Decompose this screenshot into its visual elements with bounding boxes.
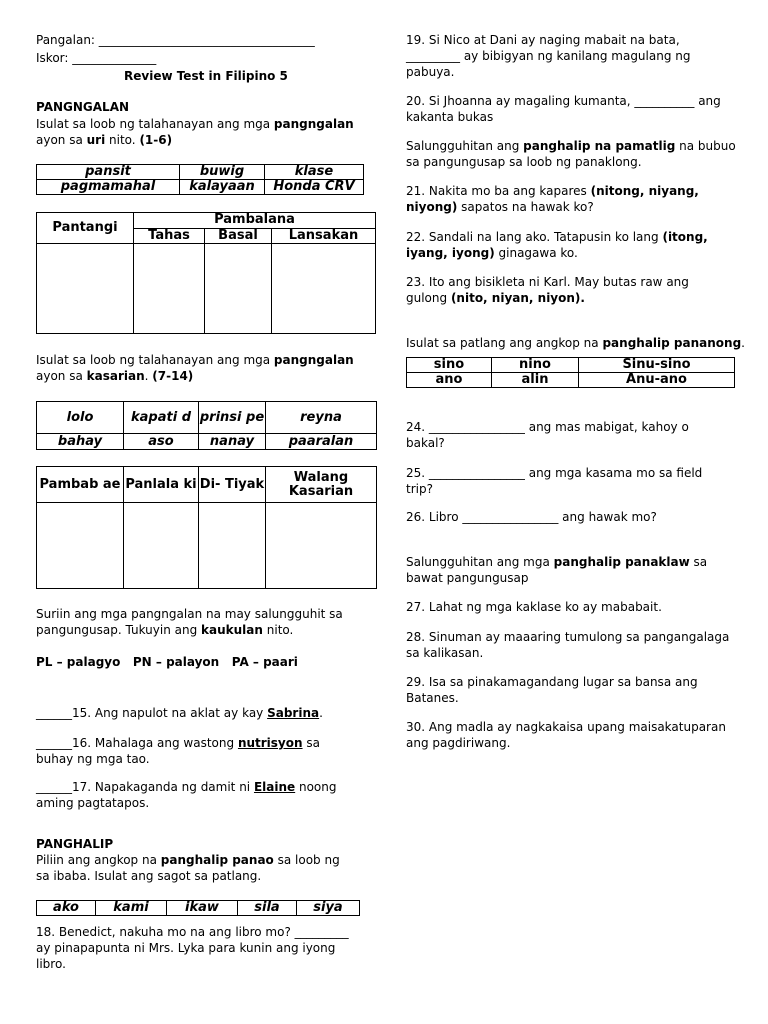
word: ikaw — [167, 901, 238, 916]
instruction-kasarian: Isulat sa loob ng talahanayan ang mga pangngalan ayon sa kasarian. (7-14) — [36, 353, 354, 383]
word: aso — [124, 434, 199, 450]
question-23[interactable]: 23. Ito ang bisikleta ni Karl. May butas raw ang gulong (nito, niyan, niyon). — [406, 275, 689, 305]
word: paaralan — [266, 434, 377, 450]
name-label: Pangalan: — [36, 33, 95, 47]
word: Honda CRV — [265, 180, 364, 195]
word: lolo — [37, 402, 124, 434]
word: nino — [492, 358, 579, 373]
question-19[interactable]: 19. Si Nico at Dani ay naging mabait na bata, _________ ay bibigyan ng kanilang magulang ng pabuya. — [406, 33, 691, 79]
instruction-uri: Isulat sa loob ng talahanayan ang mga pangngalan ayon sa uri nito. (1-6) — [36, 117, 354, 147]
word: nanay — [199, 434, 266, 450]
question-16[interactable]: ______16. Mahalaga ang wastong nutrisyon sa buhay ng mga tao. — [36, 736, 320, 766]
word: siya — [297, 901, 360, 916]
answer-cell[interactable] — [124, 503, 199, 589]
word-box-kasarian — [36, 401, 377, 450]
word: kami — [96, 901, 167, 916]
word-box-pananong — [406, 357, 735, 388]
instruction-kaukulan: Suriin ang mga pangngalan na may salungguhit sa pangungusap. Tukuyin ang kaukulan nito. — [36, 607, 343, 637]
answer-cell[interactable] — [37, 244, 134, 334]
header-di-tiyak: Di- Tiyak — [199, 467, 266, 503]
answer-cell[interactable] — [134, 244, 205, 334]
instruction-pananong: Isulat sa patlang ang angkop na panghalip pananong. — [406, 336, 745, 350]
answer-cell[interactable] — [205, 244, 272, 334]
word: pansit — [37, 165, 180, 180]
table-uri — [36, 212, 376, 334]
question-20[interactable]: 20. Si Jhoanna ay magaling kumanta, __________ ang kakanta bukas — [406, 94, 721, 124]
word: reyna — [266, 402, 377, 434]
answer-cell[interactable] — [266, 503, 377, 589]
pangngalan-heading: PANGNGALAN — [36, 100, 130, 114]
answer-cell[interactable] — [199, 503, 266, 589]
question-24[interactable]: 24. ________________ ang mas mabigat, kahoy o bakal? — [406, 420, 689, 450]
word: ako — [37, 901, 96, 916]
page-title: Review Test in Filipino 5 — [124, 69, 288, 83]
question-30: 30. Ang madla ay nagkakaisa upang maisakatuparan ang pagdiriwang. — [406, 720, 726, 750]
header-walang-kasarian: Walang Kasarian — [266, 467, 377, 503]
header-lansakan: Lansakan — [272, 228, 376, 244]
word: pagmamahal — [37, 180, 180, 195]
word: sino — [407, 358, 492, 373]
panghalip-heading: PANGHALIP — [36, 837, 114, 851]
header-pambalana: Pambalana — [134, 213, 376, 229]
instruction-panao: Piliin ang angkop na panghalip panao sa loob ng sa ibaba. Isulat ang sagot sa patlang. — [36, 853, 340, 883]
question-17[interactable]: ______17. Napakaganda ng damit ni Elaine noong aming pagtatapos. — [36, 780, 337, 810]
answer-cell[interactable] — [272, 244, 376, 334]
header-panlalaki: Panlala ki — [124, 467, 199, 503]
score-line[interactable] — [36, 50, 156, 66]
question-29: 29. Isa sa pinakamagandang lugar sa bansa ang Batanes. — [406, 675, 698, 705]
word: buwig — [180, 165, 265, 180]
question-26[interactable]: 26. Libro ________________ ang hawak mo? — [406, 510, 657, 524]
kaukulan-legend: PL – palagyo PN – palayon PA – paari — [36, 655, 298, 669]
word: ano — [407, 373, 492, 388]
word: Anu-ano — [579, 373, 735, 388]
name-line[interactable] — [36, 32, 315, 48]
score-label: Iskor: — [36, 51, 69, 65]
word: kalayaan — [180, 180, 265, 195]
table-kasarian — [36, 466, 377, 589]
word: bahay — [37, 434, 124, 450]
question-18[interactable]: 18. Benedict, nakuha mo na ang libro mo? _________ ay pinapapunta ni Mrs. Lyka para kunin ang iyong libro. — [36, 925, 349, 971]
header-pambabae: Pambab ae — [37, 467, 124, 503]
word-box-uri — [36, 164, 364, 195]
score-blank: ______________ — [72, 51, 157, 65]
question-15[interactable]: ______15. Ang napulot na aklat ay kay Sabrina. — [36, 706, 323, 720]
word: Sinu-sino — [579, 358, 735, 373]
answer-cell[interactable] — [37, 503, 124, 589]
question-28: 28. Sinuman ay maaaring tumulong sa pangangalaga sa kalikasan. — [406, 630, 730, 660]
word: kapati d — [124, 402, 199, 434]
header-tahas: Tahas — [134, 228, 205, 244]
word: sila — [238, 901, 297, 916]
question-21[interactable]: 21. Nakita mo ba ang kapares (nitong, niyang, niyong) sapatos na hawak ko? — [406, 184, 699, 214]
word: prinsi pe — [199, 402, 266, 434]
word-box-panao — [36, 900, 360, 916]
name-blank: ____________________________________ — [98, 33, 315, 47]
word: alin — [492, 373, 579, 388]
question-25[interactable]: 25. ________________ ang mga kasama mo sa field trip? — [406, 466, 703, 496]
header-pantangi: Pantangi — [37, 213, 134, 244]
word: klase — [265, 165, 364, 180]
instruction-panaklaw: Salungguhitan ang mga panghalip panaklaw sa bawat pangungusap — [406, 555, 708, 585]
header-basal: Basal — [205, 228, 272, 244]
question-27: 27. Lahat ng mga kaklase ko ay mababait. — [406, 600, 662, 614]
instruction-pamatlig: Salungguhitan ang panghalip na pamatlig na bubuo sa pangungusap sa loob ng panaklong. — [406, 139, 736, 169]
question-22[interactable]: 22. Sandali na lang ako. Tatapusin ko lang (itong, iyang, iyong) ginagawa ko. — [406, 230, 708, 260]
